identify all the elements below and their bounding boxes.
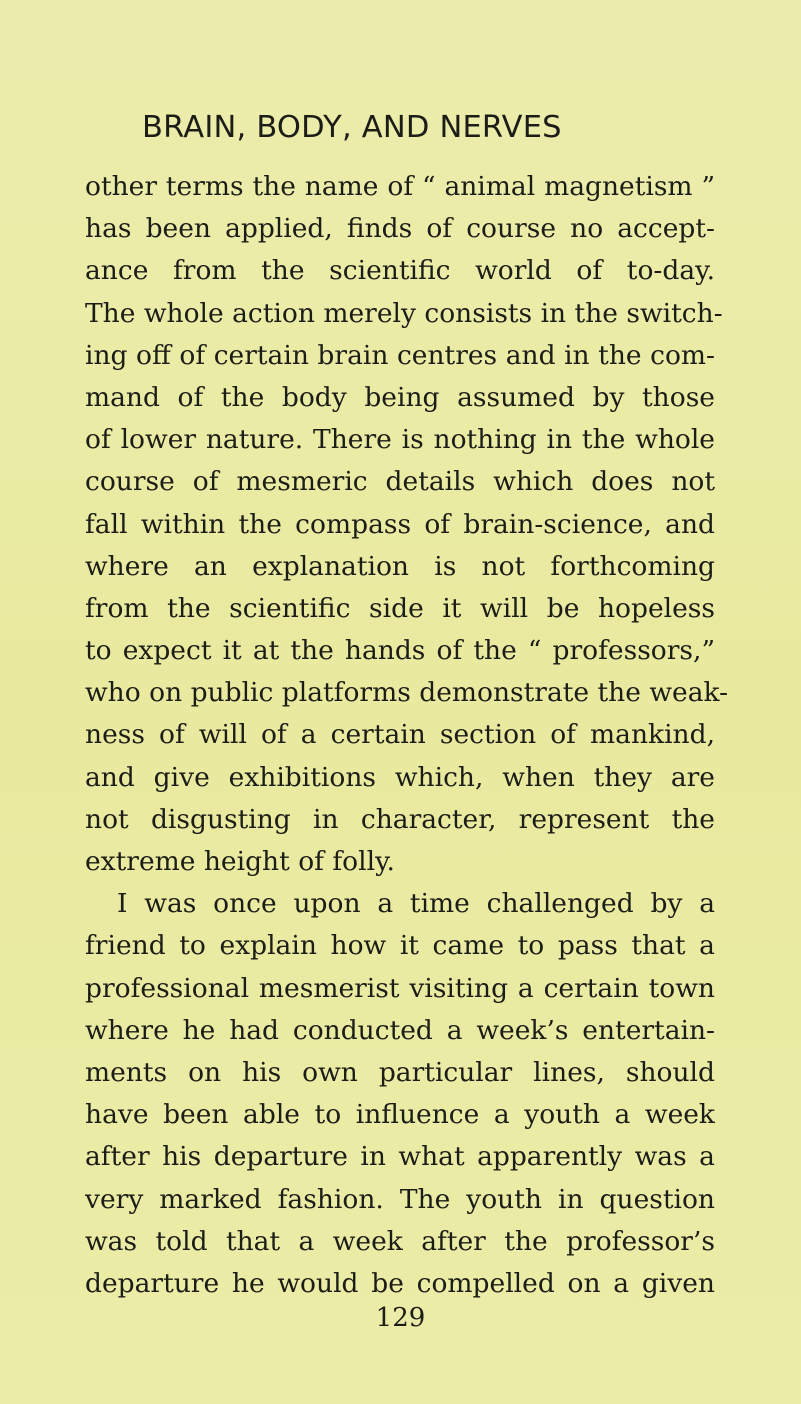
text-line: where an explanation is not forthcoming	[85, 550, 715, 582]
paragraph-start-line: I was once upon a time challenged by a	[117, 888, 715, 920]
text-line: very marked fashion. The youth in question	[85, 1183, 715, 1215]
text-line: ing off of certain brain centres and in the com-	[85, 339, 715, 371]
text-line: The whole action merely consists in the switch-	[85, 297, 723, 329]
text-line: fall within the compass of brain-science, and	[85, 508, 715, 540]
text-line: has been applied, finds of course no accept-	[85, 213, 715, 245]
text-line: was told that a week after the professor’s	[85, 1225, 715, 1257]
text-line: course of mesmeric details which does not	[85, 466, 715, 498]
text-line: ments on his own particular lines, should	[85, 1056, 715, 1088]
text-line: have been able to influence a youth a week	[85, 1099, 715, 1131]
text-line: after his departure in what apparently was a	[85, 1141, 715, 1173]
text-line: not disgusting in character, represent the	[85, 803, 715, 835]
text-line: friend to explain how it came to pass that a	[85, 930, 715, 962]
text-line: ance from the scientific world of to-day.	[85, 255, 715, 287]
text-line: of lower nature. There is nothing in the whole	[85, 424, 715, 456]
paragraph-end-line: extreme height of folly.	[85, 846, 395, 877]
text-line: professional mesmerist visiting a certain town	[85, 972, 715, 1004]
page-number: 129	[375, 1303, 426, 1333]
text-line: and give exhibitions which, when they are	[85, 761, 715, 793]
text-line: ness of will of a certain section of mankind,	[85, 719, 715, 751]
running-head: BRAIN, BODY, AND NERVES	[142, 110, 562, 145]
text-line: to expect it at the hands of the “ professors,”	[85, 635, 715, 667]
body-text	[85, 166, 729, 1305]
text-line: who on public platforms demonstrate the weak-	[85, 677, 729, 709]
text-line: mand of the body being assumed by those	[85, 381, 715, 413]
text-line: from the scientific side it will be hopeless	[85, 592, 715, 624]
text-line: where he had conducted a week’s entertain-	[85, 1014, 715, 1046]
text-line: departure he would be compelled on a given	[85, 1267, 715, 1299]
text-line: other terms the name of “ animal magnetism ”	[85, 171, 715, 202]
